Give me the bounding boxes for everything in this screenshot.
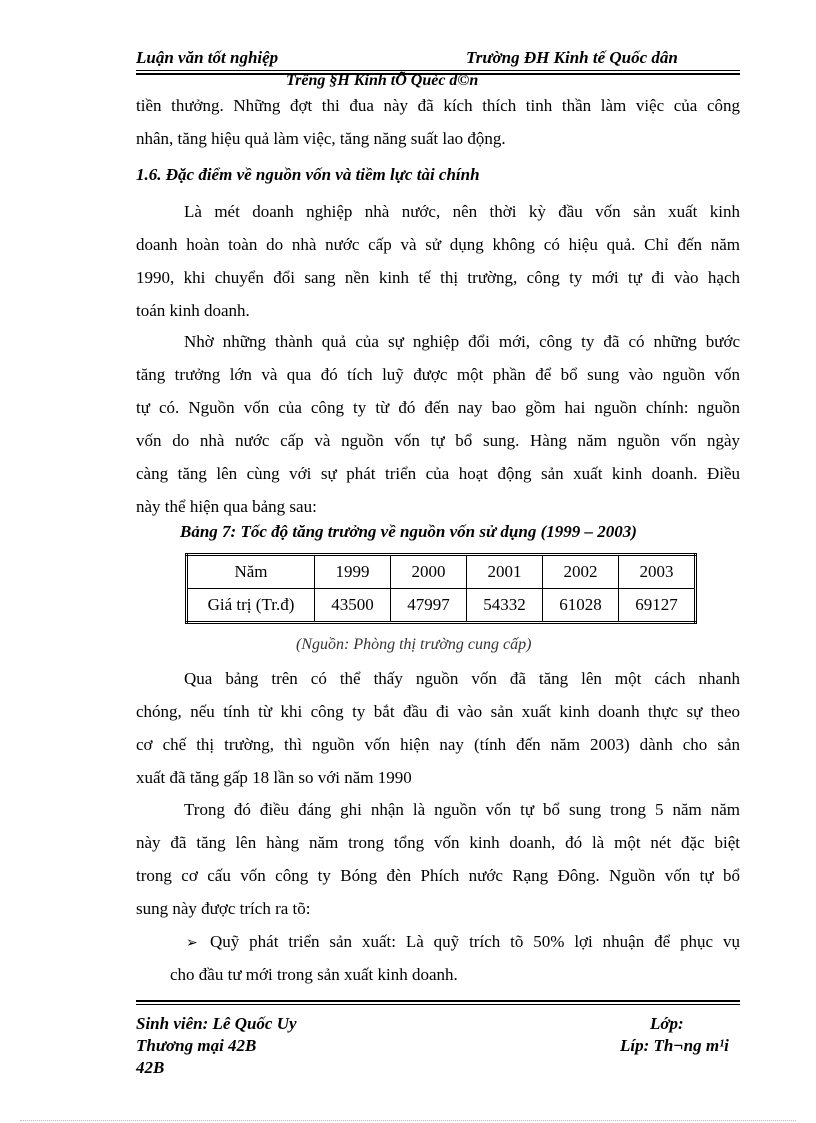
paragraph-continuation-end xyxy=(136,122,740,155)
header-garbled-watermark: Trêng §H Kinh tÕ Quèc d©n xyxy=(286,72,479,89)
text-line: tự có. Nguồn vốn của công ty từ đó đến nay bao gồm hai nguồn chính: nguồn xyxy=(136,398,740,417)
paragraph-2 xyxy=(136,325,740,490)
paragraph-1-end xyxy=(136,294,740,327)
table-value-cell: 43500 xyxy=(315,589,391,623)
text-line: xuất đã tăng gấp 18 lần so với năm 1990 xyxy=(136,768,412,787)
text-line: càng tăng lên cùng với sự phát triển của hoạt động sản xuất kinh doanh. Điều xyxy=(136,464,740,483)
table-value-cell: 47997 xyxy=(391,589,467,623)
table-year-cell: 2002 xyxy=(543,555,619,589)
footer-program: Thương mại 42B xyxy=(136,1036,257,1055)
footer-class-label: Lớp: xyxy=(650,1014,684,1033)
section-title: 1.6. Đặc điểm về nguồn vốn và tiềm lực tài chính xyxy=(136,165,480,184)
text-line: này thể hiện qua bảng sau: xyxy=(136,497,317,516)
footer-rule-thick xyxy=(136,1000,740,1002)
text-line: 1990, khi chuyển đổi sang nền kinh tế thị trường, công ty mới tự đi vào hạch xyxy=(136,268,740,287)
paragraph-3-end xyxy=(136,761,740,794)
arrow-bullet-icon: ➢ xyxy=(186,936,198,951)
header-rule-thin xyxy=(136,70,740,71)
text-line: Nhờ những thành quả của sự nghiệp đổi mới, công ty đã có những bước xyxy=(184,332,740,351)
bullet-item xyxy=(186,925,740,960)
growth-table xyxy=(185,553,697,624)
table-value-cell: 69127 xyxy=(619,589,696,623)
text-line: này đã tăng lên hàng năm trong tổng vốn kinh doanh, đó là một nét đặc biệt xyxy=(136,833,740,852)
header-left: Luận văn tốt nghiệp xyxy=(136,48,279,67)
paragraph-3 xyxy=(136,662,740,761)
table-value-cell: 54332 xyxy=(467,589,543,623)
paragraph-4-end xyxy=(136,892,740,925)
table-row xyxy=(187,555,696,589)
text-line: nhân, tăng hiệu quả làm việc, tăng năng suất lao động. xyxy=(136,129,506,148)
table-header-cell: Giá trị (Tr.đ) xyxy=(187,589,315,623)
table-caption: Bảng 7: Tốc độ tăng trưởng về nguồn vốn sử dụng (1999 – 2003) xyxy=(180,522,637,541)
table-year-cell: 1999 xyxy=(315,555,391,589)
text-line: sung này được trích ra tõ: xyxy=(136,899,311,918)
footer-student: Sinh viên: Lê Quốc Uy xyxy=(136,1014,297,1033)
table-row xyxy=(187,589,696,623)
paragraph-4 xyxy=(136,793,740,892)
text-line: Trong đó điều đáng ghi nhận là nguồn vốn tự bổ sung trong 5 năm năm xyxy=(184,800,740,819)
footer-class-garbled: Líp: Th¬ng m¹i xyxy=(620,1036,729,1055)
bullet-item-end xyxy=(170,958,740,991)
table-year-cell: 2000 xyxy=(391,555,467,589)
text-line: toán kinh doanh. xyxy=(136,301,250,320)
text-line: vốn do nhà nước cấp và nguồn vốn tự bổ sung. Hàng năm nguồn vốn ngày xyxy=(136,431,740,450)
paragraph-2-end xyxy=(136,490,740,523)
paragraph-1 xyxy=(136,195,740,294)
header-right: Trường ĐH Kinh tế Quốc dân xyxy=(466,48,678,67)
text-line: chóng, nếu tính từ khi công ty bắt đầu đi vào sản xuất kinh doanh thực sự theo xyxy=(136,702,740,721)
text-line: trong cơ cấu vốn công ty Bóng đèn Phích nước Rạng Đông. Nguồn vốn tự bổ xyxy=(136,866,740,885)
table-source: (Nguồn: Phòng thị trường cung cấp) xyxy=(296,636,532,653)
table-year-cell: 2003 xyxy=(619,555,696,589)
text-line: cho đầu tư mới trong sản xuất kinh doanh. xyxy=(170,965,458,984)
table-header-cell: Năm xyxy=(187,555,315,589)
text-line: Qua bảng trên có thể thấy nguồn vốn đã tăng lên một cách nhanh xyxy=(184,669,740,688)
footer-rule-thin xyxy=(136,1004,740,1005)
paragraph-continuation xyxy=(136,89,740,122)
text-line: tiền thưởng. Những đợt thi đua này đã kích thích tinh thần làm việc của công xyxy=(136,96,740,115)
text-line: cơ chế thị trường, thì nguồn vốn hiện nay (tính đến năm 2003) dành cho sản xyxy=(136,735,740,754)
text-line: tăng trưởng lớn và qua đó tích luỹ được một phần để bổ sung vào nguồn vốn xyxy=(136,365,740,384)
footer-suffix: 42B xyxy=(136,1058,165,1077)
table-value-cell: 61028 xyxy=(543,589,619,623)
text-line: doanh hoàn toàn do nhà nước cấp và sử dụng không có hiệu quả. Chỉ đến năm xyxy=(136,235,740,254)
table-year-cell: 2001 xyxy=(467,555,543,589)
text-line: Là mét doanh nghiệp nhà nước, nên thời kỳ đầu vốn sản xuất kinh xyxy=(184,202,740,221)
page-bottom-dotted-rule xyxy=(20,1120,796,1121)
text-line: ➢ Quỹ phát triển sản xuất: Là quỹ trích tõ 50% lợi nhuận để phục vụ xyxy=(186,925,740,960)
